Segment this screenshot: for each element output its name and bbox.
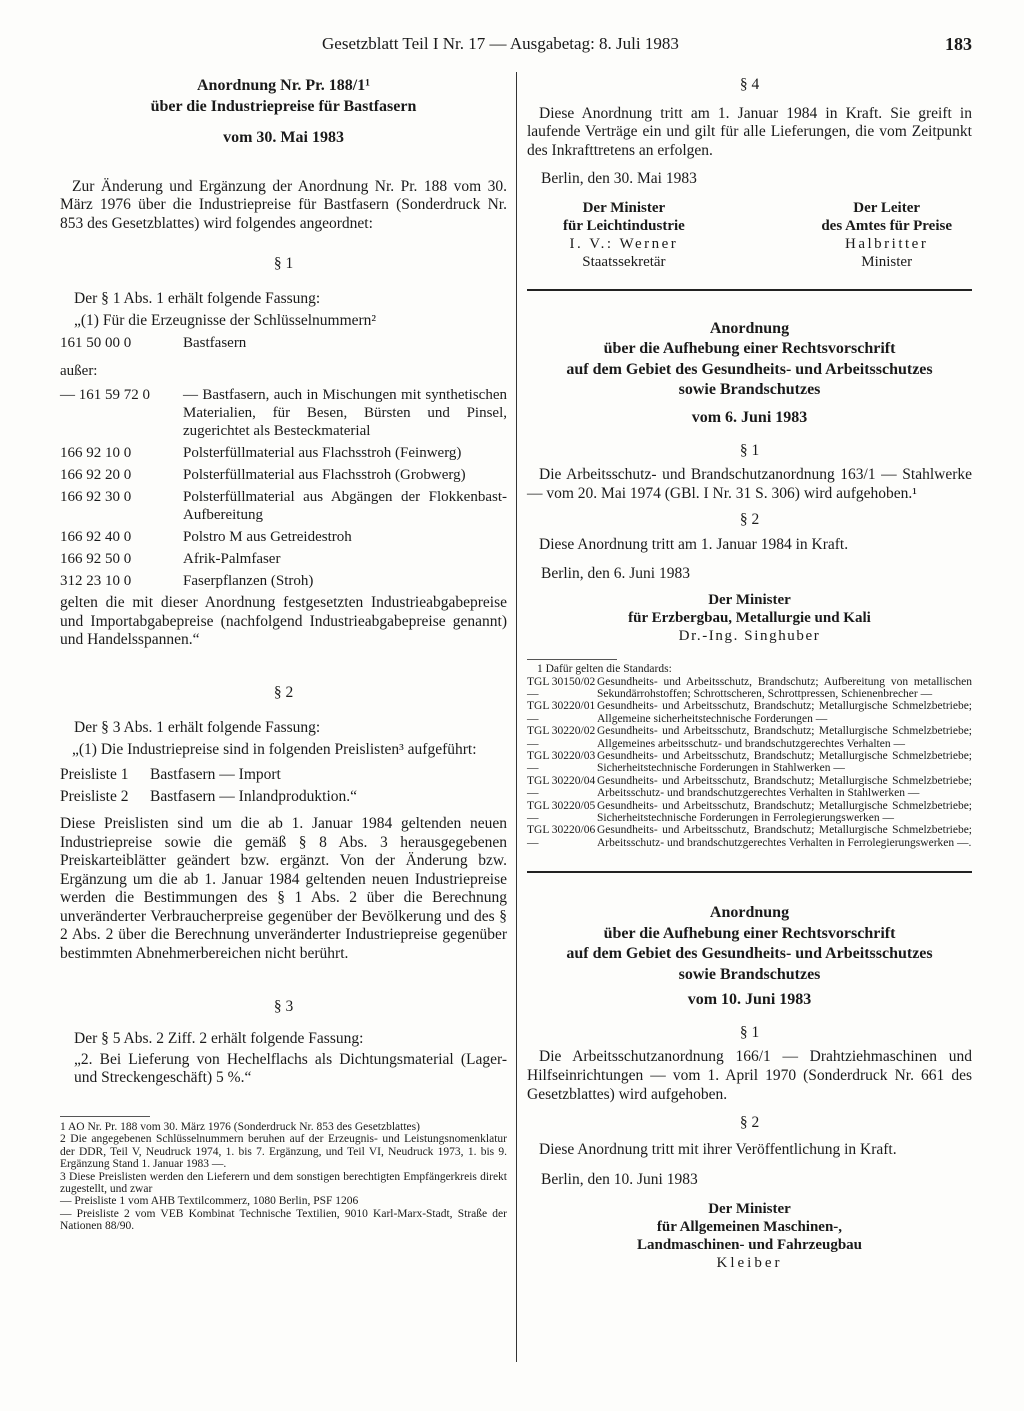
list-item: TGL 30220/05 — Gesundheits- und Arbeitsschutz, Brandschutz; Metallurgische Schmelzbetriebe; Sicherheitstechnische Forderungen in Ferrolegierungswerken — [527, 799, 972, 824]
table-row: 161 50 00 0 Bastfasern [60, 335, 247, 352]
ord3-section-1-text: Die Arbeitsschutzanordnung 166/1 — Drahtziehmaschinen und Hilfseinrichtungen — vom 1. April 1970 (Sonderdruck Nr. 661 des Gesetzblattes) wird aufgehoben. [527, 1048, 972, 1103]
table-row: 166 92 50 0 Afrik-Palmfaser [60, 551, 281, 568]
signature-price-office: Der Leiter des Amtes für Preise Halbritter Minister [821, 199, 952, 270]
table-row: 312 23 10 0 Faserpflanzen (Stroh) [60, 573, 314, 590]
footnote-rule [527, 659, 617, 660]
table-row: außer: [60, 363, 98, 380]
section-1-text: Der § 1 Abs. 1 erhält folgende Fassung: [74, 289, 321, 307]
ordinance-date: vom 30. Mai 1983 [223, 129, 344, 146]
place-date-2: Berlin, den 6. Juni 1983 [541, 564, 690, 582]
ordinance-title: Anordnung Nr. Pr. 188/1¹ über die Industriepreise für Bastfasern [150, 77, 417, 115]
list-item: Preisliste 1 Bastfasern — Import [60, 765, 281, 783]
footnote-3-item: — Preisliste 2 vom VEB Kombinat Technische Textilien, 9010 Karl-Marx-Stadt, Straße der Nationen 88/90. [60, 1207, 507, 1233]
header-title: Gesetzblatt Teil I Nr. 17 — Ausgabetag: 8. Juli 1983 [322, 34, 679, 53]
table-row: 166 92 40 0 Polstro M aus Getreidestroh [60, 529, 352, 546]
section-1-end: gelten die mit dieser Anordnung festgesetzten Industrieabgabepreise und Importabgabepreise (nachfolgend Industrieabgabepreise genannt) und Handelsspannen.“ [60, 594, 507, 649]
signatures-1 [527, 199, 972, 271]
ord3-section-2-heading: § 2 [739, 1114, 760, 1132]
footnote-3-item: — Preisliste 1 vom AHB Textilcommerz, 1080 Berlin, PSF 1206 [60, 1195, 359, 1208]
footnote-3: 3 Diese Preislisten werden den Lieferern und dem sonstigen berechtigten Empfängerkreis direkt zugestellt, und zwar [60, 1170, 507, 1196]
section-3-quote: „2. Bei Lieferung von Hechelflachs als Dichtungsmaterial (Lager- und Streckengeschäft) 5 %.“ [74, 1050, 507, 1087]
ordinance-2-date: vom 6. Juni 1983 [691, 408, 808, 426]
section-divider [527, 871, 972, 873]
list-item: TGL 30220/06 — Gesundheits- und Arbeitsschutz, Brandschutz; Metallurgische Schmelzbetriebe; Arbeitsschutz- und brandschutzgerechtes Verhalten in Ferrolegierungswerken —. [527, 824, 972, 849]
table-row: 166 92 10 0 Polsterfüllmaterial aus Flachsstroh (Feinwerg) [60, 445, 462, 462]
ord2-section-1-heading: § 1 [739, 441, 760, 459]
section-3-text: Der § 5 Abs. 2 Ziff. 2 erhält folgende Fassung: [74, 1030, 364, 1048]
list-item: TGL 30150/02 — Gesundheits- und Arbeitsschutz, Brandschutz; Aufbereitung von metallischen Sekundärrohstoffen; Schrottscheren, Schrottpressen, Schienenbrecher — [527, 675, 972, 700]
place-date-1: Berlin, den 30. Mai 1983 [541, 170, 697, 188]
ord2-section-2-text: Diese Anordnung tritt am 1. Januar 1984 in Kraft. [539, 535, 849, 553]
left-column [60, 72, 507, 1233]
footnote-rule [60, 1116, 150, 1117]
table-row: 166 92 20 0 Polsterfüllmaterial aus Flachsstroh (Grobwerg) [60, 467, 466, 484]
ord2-section-2-heading: § 2 [739, 511, 760, 529]
section-1-quote: „(1) Für die Erzeugnisse der Schlüsselnummern² [74, 311, 377, 329]
ordinance-2-title: Anordnung über die Aufhebung einer Rechtsvorschrift auf dem Gebiet des Gesundheits- und Arbeitsschutzes sowie Brandschutzes [566, 319, 933, 399]
section-3-heading: § 3 [273, 997, 294, 1015]
ord2-section-1-text: Die Arbeitsschutz- und Brandschutzanordnung 163/1 — Stahlwerke — vom 20. Mai 1974 (GBl. I Nr. 31 S. 306) wird aufgehoben.¹ [527, 466, 972, 502]
price-lists [60, 766, 507, 807]
footnote-1: 1 AO Nr. Pr. 188 vom 30. März 1976 (Sonderdruck Nr. 853 des Gesetzblattes) [60, 1121, 420, 1134]
page-number: 183 [945, 34, 972, 54]
section-2-body: Diese Preislisten sind um die ab 1. Januar 1984 geltenden neuen Industriepreise sowie die gemäß § 8 Abs. 3 herausgegebenen Preiskarteiblätter geändert bzw. ergänzt. Von der Änderung bzw. Ergänzung um die ab 1. Januar 1984 geltenden neuen Industriepreise werden die Bestimmungen des § 1 Abs. 2 über die Berechnung unveränderter Verbraucherpreise gegenüber der Bevölkerung und des § 2 Abs. 2 über die Berechnung unveränderter Industriepreise gegenüber bestimmten Abnehmerbereichen nicht berührt. [60, 814, 507, 963]
ordinance-3-title: Anordnung über die Aufhebung einer Rechtsvorschrift auf dem Gebiet des Gesundheits- und Arbeitsschutzes sowie Brandschutzes [566, 904, 933, 983]
place-date-3: Berlin, den 10. Juni 1983 [541, 1171, 698, 1189]
intro-paragraph: Zur Änderung und Ergänzung der Anordnung Nr. Pr. 188 vom 30. März 1976 über die Industriepreise für Bastfasern (Sonderdruck Nr. 853 des Gesetzblattes) wird folgendes angeordnet: [60, 177, 507, 232]
section-2-heading: § 2 [273, 683, 294, 701]
signature-minister-machinery: Der Minister für Allgemeinen Maschinen-, Landmaschinen- und Fahrzeugbau Kleiber [636, 1200, 863, 1271]
ord3-section-2-text: Diese Anordnung tritt mit ihrer Veröffentlichung in Kraft. [539, 1140, 897, 1158]
list-item: TGL 30220/01 — Gesundheits- und Arbeitsschutz, Brandschutz; Metallurgische Schmelzbetriebe; Allgemeine sicherheitstechnische Forderungen — [527, 700, 972, 725]
section-2-text: Der § 3 Abs. 1 erhält folgende Fassung: [74, 718, 321, 736]
standards-footnote-head: 1 Dafür gelten die Standards: [537, 663, 672, 676]
footnote-2: 2 Die angegebenen Schlüsselnummern beruhen auf der Erzeugnis- und Leistungsnomenklatur der DDR, Teil V, Neudruck 1974, 1. bis 7. Ergänzung, und Teil VI, Neudruck 1973, 1. bis 9. Ergänzung Stand 1. Januar 1983 —. [60, 1133, 507, 1171]
signature-minister-light-industry: Der Minister für Leichtindustrie I. V.: Werner Staatssekretär [563, 199, 685, 270]
column-divider [516, 72, 517, 1362]
section-4-text: Diese Anordnung tritt am 1. Januar 1984 in Kraft. Sie greift in laufende Verträge ein und gilt für alle Lieferungen, die vom Zeitpunkt des Inkrafttretens an erfolgen. [527, 104, 972, 159]
ordinance-3-date: vom 10. Juni 1983 [687, 991, 812, 1009]
signature-minister-metallurgy: Der Minister für Erzbergbau, Metallurgie und Kali Dr.-Ing. Singhuber [628, 592, 871, 645]
section-divider [527, 289, 972, 291]
section-1-heading: § 1 [273, 255, 294, 273]
list-item: Preisliste 2 Bastfasern — Inlandproduktion.“ [60, 788, 358, 806]
table-row: 166 92 30 0 Polsterfüllmaterial aus Abgängen der Flokkenbast-Aufbereitung [60, 489, 507, 524]
section-4-heading: § 4 [739, 76, 760, 93]
table-row: — 161 59 72 0 — Bastfasern, auch in Mischungen mit synthetischen Materialien, für Besen, Bürsten und Pinsel, zugerichtet als Besteckmaterial [60, 387, 507, 440]
list-item: TGL 30220/04 — Gesundheits- und Arbeitsschutz, Brandschutz; Metallurgische Schmelzbetriebe; Arbeitsschutz- und brandschutzgerechtes Verhalten in Stahlwerken — [527, 774, 972, 800]
list-item: TGL 30220/03 — Gesundheits- und Arbeitsschutz, Brandschutz; Metallurgische Schmelzbetriebe; Sicherheitstechnische Forderungen in Stahlwerken — [527, 749, 972, 775]
key-number-table [60, 334, 507, 594]
list-item: TGL 30220/02 — Gesundheits- und Arbeitsschutz, Brandschutz; Metallurgische Schmelzbetriebe; Allgemeines arbeitsschutz- und brandschutzgerechtes Verhalten — [527, 725, 972, 750]
section-2-quote: „(1) Die Industriepreise sind in folgenden Preislisten³ aufgeführt: [72, 741, 477, 759]
right-column [527, 72, 972, 1272]
ord3-section-1-heading: § 1 [739, 1023, 760, 1041]
